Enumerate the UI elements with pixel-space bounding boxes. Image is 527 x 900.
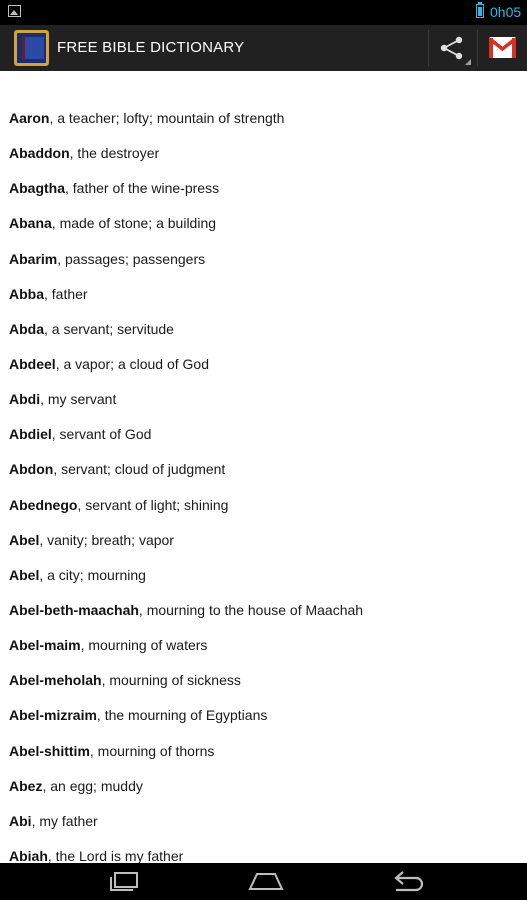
dictionary-content[interactable] xyxy=(0,71,527,863)
back-button[interactable] xyxy=(376,863,436,900)
entry-definition: , an egg; muddy xyxy=(42,777,143,794)
bible-book-icon[interactable] xyxy=(14,30,49,66)
share-icon xyxy=(439,35,465,61)
dictionary-entry[interactable] xyxy=(9,532,363,567)
dictionary-entry[interactable] xyxy=(9,672,363,707)
entry-term: Abel-maim xyxy=(9,637,81,654)
entry-term: Abarim xyxy=(9,250,58,267)
entry-term: Abel-beth-maachah xyxy=(9,601,139,618)
dictionary-entry[interactable] xyxy=(9,497,363,532)
gmail-button[interactable] xyxy=(480,25,524,71)
entry-term: Abednego xyxy=(9,496,78,513)
dictionary-list[interactable] xyxy=(9,110,363,863)
dictionary-entry[interactable] xyxy=(9,356,363,391)
entry-definition: , servant; cloud of judgment xyxy=(53,461,226,478)
entry-definition: , my father xyxy=(31,812,98,829)
entry-definition: , father of the wine-press xyxy=(65,180,220,197)
entry-definition: , servant of God xyxy=(51,426,152,443)
dictionary-entry[interactable] xyxy=(9,180,363,215)
battery-icon xyxy=(476,4,484,18)
app-title: FREE BIBLE DICTIONARY xyxy=(57,39,245,56)
dictionary-entry[interactable] xyxy=(9,391,363,426)
dictionary-entry[interactable] xyxy=(9,321,363,356)
entry-term: Abel xyxy=(9,531,40,548)
dictionary-entry[interactable] xyxy=(9,215,363,250)
status-bar xyxy=(0,0,527,25)
entry-definition: , a vapor; a cloud of God xyxy=(55,355,210,372)
entry-term: Abdiel xyxy=(9,426,52,443)
dictionary-entry[interactable] xyxy=(9,426,363,461)
dictionary-entry[interactable] xyxy=(9,778,363,813)
dictionary-entry[interactable] xyxy=(9,567,363,602)
recent-apps-icon xyxy=(106,869,142,893)
dictionary-entry[interactable] xyxy=(9,461,363,496)
entry-term: Abda xyxy=(9,320,44,337)
share-button[interactable] xyxy=(431,25,475,71)
entry-definition: , father xyxy=(44,285,88,302)
status-clock: 0h05 xyxy=(490,4,522,20)
entry-definition: , made of stone; a building xyxy=(51,215,217,232)
recent-apps-button[interactable] xyxy=(94,863,154,900)
entry-term: Abba xyxy=(9,285,44,302)
entry-definition: , my servant xyxy=(40,391,117,408)
entry-definition: , the mourning of Egyptians xyxy=(96,707,268,724)
dictionary-entry[interactable] xyxy=(9,813,363,848)
dictionary-entry[interactable] xyxy=(9,707,363,742)
entry-definition: , mourning of thorns xyxy=(89,742,215,759)
back-icon xyxy=(388,869,428,893)
dictionary-entry[interactable] xyxy=(9,848,363,863)
home-button[interactable] xyxy=(234,863,294,900)
entry-term: Abagtha xyxy=(9,180,65,197)
dictionary-entry[interactable] xyxy=(9,145,363,180)
entry-term: Abaddon xyxy=(9,145,70,162)
entry-definition: , a teacher; lofty; mountain of strength xyxy=(49,110,285,126)
entry-definition: , the destroyer xyxy=(69,145,160,162)
dictionary-entry[interactable] xyxy=(9,110,363,145)
entry-term: Abez xyxy=(9,777,43,794)
dictionary-entry[interactable] xyxy=(9,743,363,778)
entry-term: Abdeel xyxy=(9,355,56,372)
dictionary-entry[interactable] xyxy=(9,251,363,286)
entry-term: Aaron xyxy=(9,110,50,126)
entry-definition: , a servant; servitude xyxy=(44,320,174,337)
entry-term: Abdon xyxy=(9,461,54,478)
action-divider xyxy=(477,30,478,66)
gmail-icon xyxy=(489,37,516,58)
dictionary-entry[interactable] xyxy=(9,602,363,637)
home-icon xyxy=(246,869,286,893)
entry-term: Abel-mizraim xyxy=(9,707,97,724)
entry-definition: , servant of light; shining xyxy=(77,496,229,513)
navigation-bar xyxy=(0,863,527,900)
entry-term: Abana xyxy=(9,215,52,232)
entry-definition: , a city; mourning xyxy=(39,566,146,583)
entry-term: Abdi xyxy=(9,391,41,408)
entry-term: Abel-meholah xyxy=(9,672,102,689)
entry-term: Abel-shittim xyxy=(9,742,90,759)
image-notification-icon xyxy=(8,5,21,17)
entry-definition: , vanity; breath; vapor xyxy=(39,531,174,548)
entry-term: Abel xyxy=(9,566,40,583)
action-divider xyxy=(428,30,429,66)
entry-definition: , mourning of sickness xyxy=(101,672,241,689)
entry-definition: , mourning to the house of Maachah xyxy=(138,601,364,618)
entry-term: Abi xyxy=(9,812,32,829)
entry-term: Abiah xyxy=(9,847,48,863)
dictionary-entry[interactable] xyxy=(9,286,363,321)
entry-definition: , passages; passengers xyxy=(57,250,206,267)
entry-definition: , mourning of waters xyxy=(80,637,208,654)
action-bar xyxy=(0,25,527,72)
dictionary-entry[interactable] xyxy=(9,637,363,672)
entry-definition: , the Lord is my father xyxy=(47,847,184,863)
